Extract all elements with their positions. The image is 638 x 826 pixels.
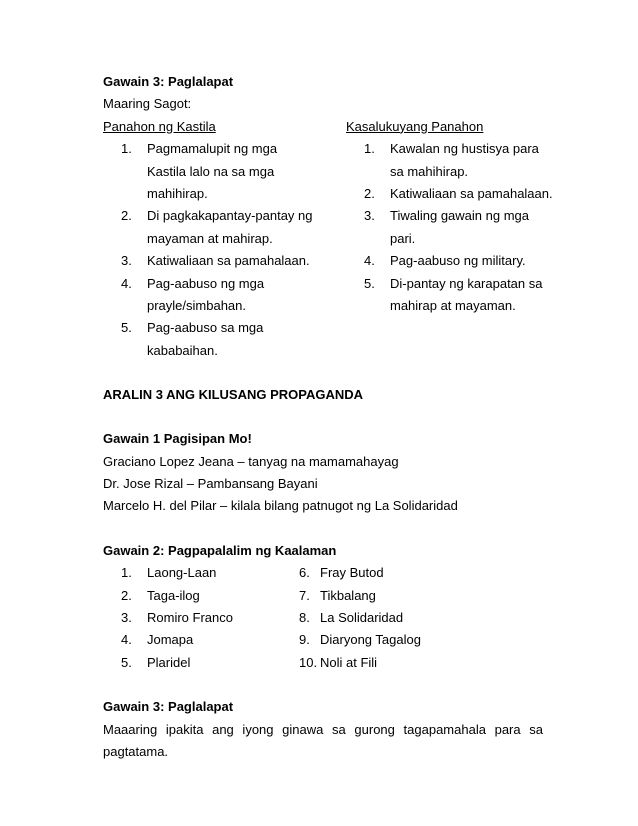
- maaring-sagot-label: Maaring Sagot:: [103, 96, 192, 112]
- list-item-number: 1.: [121, 565, 132, 581]
- list-item-text: Katiwaliaan sa pamahalaan.: [390, 185, 553, 201]
- list-item-text: Romiro Franco: [147, 609, 233, 625]
- list-item: [346, 250, 556, 272]
- list-item-number: 6.: [299, 565, 310, 581]
- list-item: [103, 273, 343, 318]
- list-item: [299, 585, 499, 607]
- list-item-text: Pag-aabuso ng military.: [390, 253, 526, 269]
- gawain3-text-line1: Maaaring ipakita ang iyong ginawa sa gurong tagapamahala para sa: [103, 721, 543, 737]
- list-item-text: Di-pantay ng karapatan sa: [390, 275, 543, 291]
- list-item: [103, 138, 343, 205]
- list-item-number: 3.: [121, 253, 132, 269]
- gawain1-heading: Gawain 1 Pagisipan Mo!: [103, 431, 252, 447]
- list-item-text: Pagmamalupit ng mga: [147, 141, 278, 157]
- list-item: [346, 183, 556, 205]
- list-item: [103, 652, 303, 674]
- list-item-number: 8.: [299, 609, 310, 625]
- list-item-number: 5.: [121, 320, 132, 336]
- comparison-columns: [103, 116, 553, 362]
- list-item-number: 5.: [121, 654, 132, 670]
- list-item-number: 7.: [299, 587, 310, 603]
- list-item-number: 2.: [364, 185, 375, 201]
- gawain1-line: Dr. Jose Rizal – Pambansang Bayani: [103, 475, 318, 491]
- list-item: [299, 607, 499, 629]
- column-kasalukuyang-panahon: [346, 116, 556, 318]
- list-item-text: sa mahihirap.: [390, 163, 469, 179]
- list-item-text: Jomapa: [147, 632, 194, 648]
- list-item: [103, 562, 303, 584]
- list-item: [346, 138, 556, 183]
- kasalukuyan-list: [346, 138, 556, 317]
- list-item: [103, 585, 303, 607]
- gawain3-heading: Gawain 3: Paglalapat: [103, 699, 234, 715]
- list-item-text: Tikbalang: [320, 587, 376, 603]
- pseudonym-list: [103, 562, 543, 674]
- list-item-text: Laong-Laan: [147, 565, 217, 581]
- kastila-list: [103, 138, 343, 362]
- list-item-number: 4.: [121, 632, 132, 648]
- list-item: [103, 607, 303, 629]
- list-item-number: 3.: [121, 609, 132, 625]
- gawain2-heading: Gawain 2: Pagpapalalim ng Kaalaman: [103, 542, 337, 558]
- list-item-text: kababaihan.: [147, 342, 218, 358]
- list-item-text: Diaryong Tagalog: [320, 632, 421, 648]
- list-item-text: Di pagkakapantay-pantay ng: [147, 208, 313, 224]
- list-item-text: pari.: [390, 230, 416, 246]
- list-item-text: Pag-aabuso sa mga: [147, 320, 264, 336]
- list-item: [346, 273, 556, 318]
- list-item-text: Pag-aabuso ng mga: [147, 275, 265, 291]
- list-item-number: 4.: [364, 253, 375, 269]
- list-item-number: 10.: [299, 654, 318, 670]
- list-item-number: 3.: [364, 208, 375, 224]
- list-item-number: 1.: [121, 141, 132, 157]
- list-item-text: Kastila lalo na sa mga: [147, 163, 275, 179]
- gawain1-line: Marcelo H. del Pilar – kilala bilang patnugot ng La Solidaridad: [103, 498, 458, 514]
- list-item-text: mahirap at mayaman.: [390, 298, 516, 314]
- list-item-text: Noli at Fili: [320, 654, 378, 670]
- aralin-heading: ARALIN 3 ANG KILUSANG PROPAGANDA: [103, 386, 364, 402]
- gawain3-text-line2: pagtatama.: [103, 743, 169, 759]
- list-item-text: Taga-ilog: [147, 587, 200, 603]
- list-item: [103, 205, 343, 250]
- list-item-number: 2.: [121, 208, 132, 224]
- list-item: [299, 562, 499, 584]
- list-item-text: Fray Butod: [320, 565, 384, 581]
- list-item-text: Kawalan ng hustisya para: [390, 141, 539, 157]
- list-item-text: mahihirap.: [147, 185, 208, 201]
- column-title-left: Panahon ng Kastila: [103, 118, 216, 134]
- section-heading-gawain3-a: Gawain 3: Paglalapat: [103, 74, 234, 89]
- list-item-text: Katiwaliaan sa pamahalaan.: [147, 253, 310, 269]
- gawain1-line: Graciano Lopez Jeana – tanyag na mamamahayag: [103, 453, 399, 469]
- list-item-number: 2.: [121, 587, 132, 603]
- column-panahon-ng-kastila: [103, 116, 343, 362]
- list-item-text: mayaman at mahirap.: [147, 230, 273, 246]
- list-item-number: 1.: [364, 141, 375, 157]
- list-item: [346, 205, 556, 250]
- list-item-number: 9.: [299, 632, 310, 648]
- list-item: [103, 317, 343, 362]
- list-item-text: prayle/simbahan.: [147, 298, 246, 314]
- list-item: [299, 629, 499, 651]
- list-item-text: La Solidaridad: [320, 609, 404, 625]
- list-item-number: 4.: [121, 275, 132, 291]
- document-page: [103, 71, 553, 763]
- list-item-number: 5.: [364, 275, 375, 291]
- list-item-text: Tiwaling gawain ng mga: [390, 208, 529, 224]
- pseudonym-list-left: [103, 562, 303, 674]
- pseudonym-list-right: [299, 562, 499, 674]
- list-item: [299, 652, 499, 674]
- list-item-text: Plaridel: [147, 654, 191, 670]
- list-item: [103, 629, 303, 651]
- column-title-right: Kasalukuyang Panahon: [346, 118, 484, 134]
- list-item: [103, 250, 343, 272]
